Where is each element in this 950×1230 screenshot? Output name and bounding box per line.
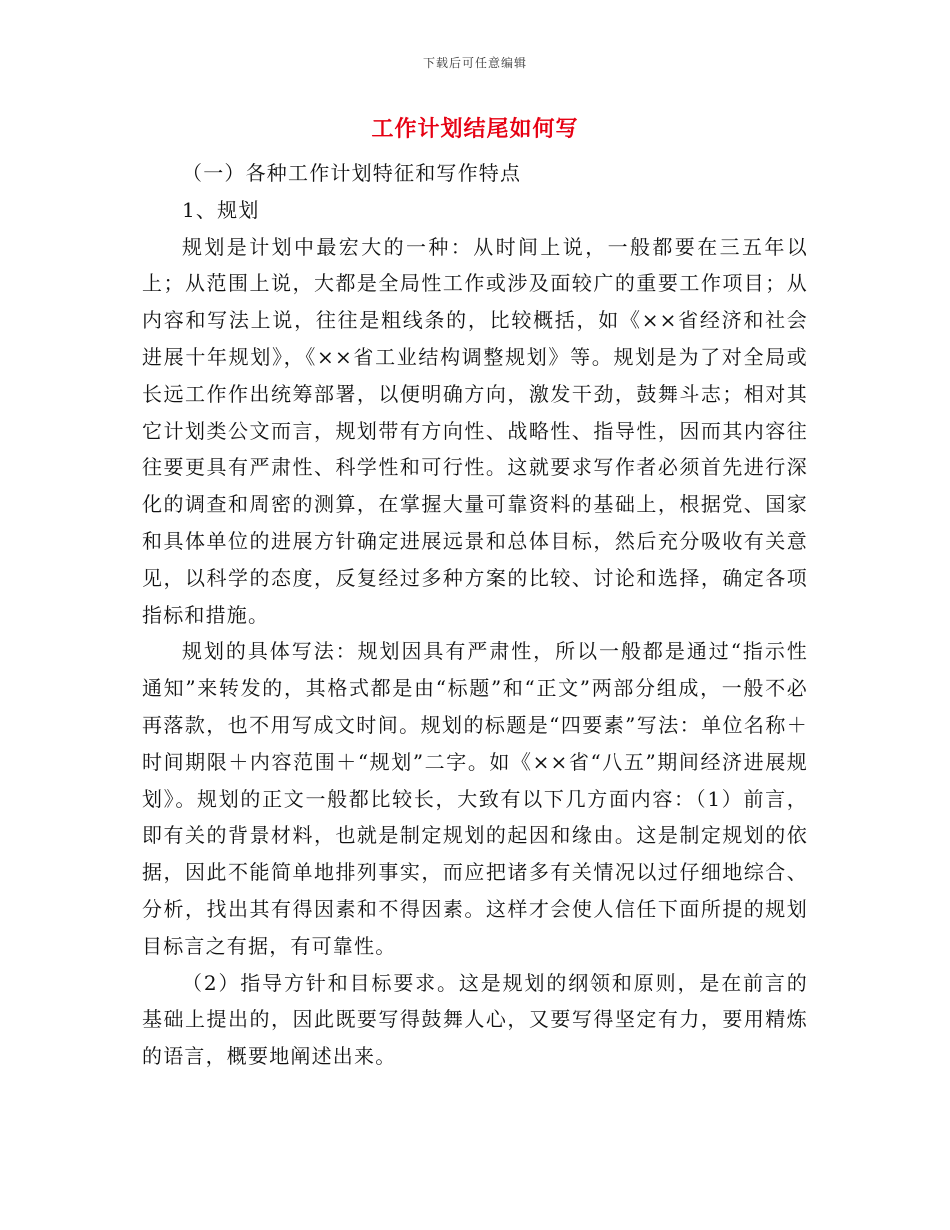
- paragraph: （2）指导方针和目标要求。这是规划的纲领和原则，是在前言的基础上提出的，因此既要写得鼓舞人心，又要写得坚定有力，要用精炼的语言，概要地阐述出来。: [142, 970, 808, 1069]
- subheading: 1、规划: [182, 197, 260, 222]
- document-title: 工作计划结尾如何写: [371, 117, 579, 142]
- section-heading: （一）各种工作计划特征和写作特点: [182, 161, 522, 185]
- paragraph: 规划的具体写法：规划因具有严肃性，所以一般都是通过“指示性通知”来转发的，其格式都是由“标题”和“正文”两部分组成，一般不必再落款，也不用写成文时间。规划的标题是“四要素”写法：单位名称＋时间期限＋内容范围＋“规划”二字。如《××省“八五”期间经济进展规划》。规划的正文一般都比较长，大致有以下几方面内容：（1）前言，即有关的背景材料，也就是制定规划的起因和缘由。这是制定规划的依据，因此不能简单地排列事实，而应把诸多有关情况以过仔细地综合、分析，找出其有得因素和不得因素。这样才会使人信任下面所提的规划目标言之有据，有可靠性。: [142, 639, 808, 958]
- page-header: 下载后可任意编辑: [422, 56, 527, 70]
- paragraph: 规划是计划中最宏大的一种：从时间上说，一般都要在三五年以上；从范围上说，大都是全局性工作或涉及面较广的重要工作项目；从内容和写法上说，往往是粗线条的，比较概括，如《××省经济和社会进展十年规划》，《××省工业结构调整规划》等。规划是为了对全局或长远工作作出统筹部署，以便明确方向，激发干劲，鼓舞斗志；相对其它计划类公文而言，规划带有方向性、战略性、指导性，因而其内容往往要更具有严肃性、科学性和可行性。这就要求写作者必须首先进行深化的调查和周密的测算，在掌握大量可靠资料的基础上，根据党、国家和具体单位的进展方针确定进展远景和总体目标，然后充分吸收有关意见，以科学的态度，反复经过多种方案的比较、讨论和选择，确定各项指标和措施。: [142, 234, 808, 627]
- document-body: [142, 155, 808, 1075]
